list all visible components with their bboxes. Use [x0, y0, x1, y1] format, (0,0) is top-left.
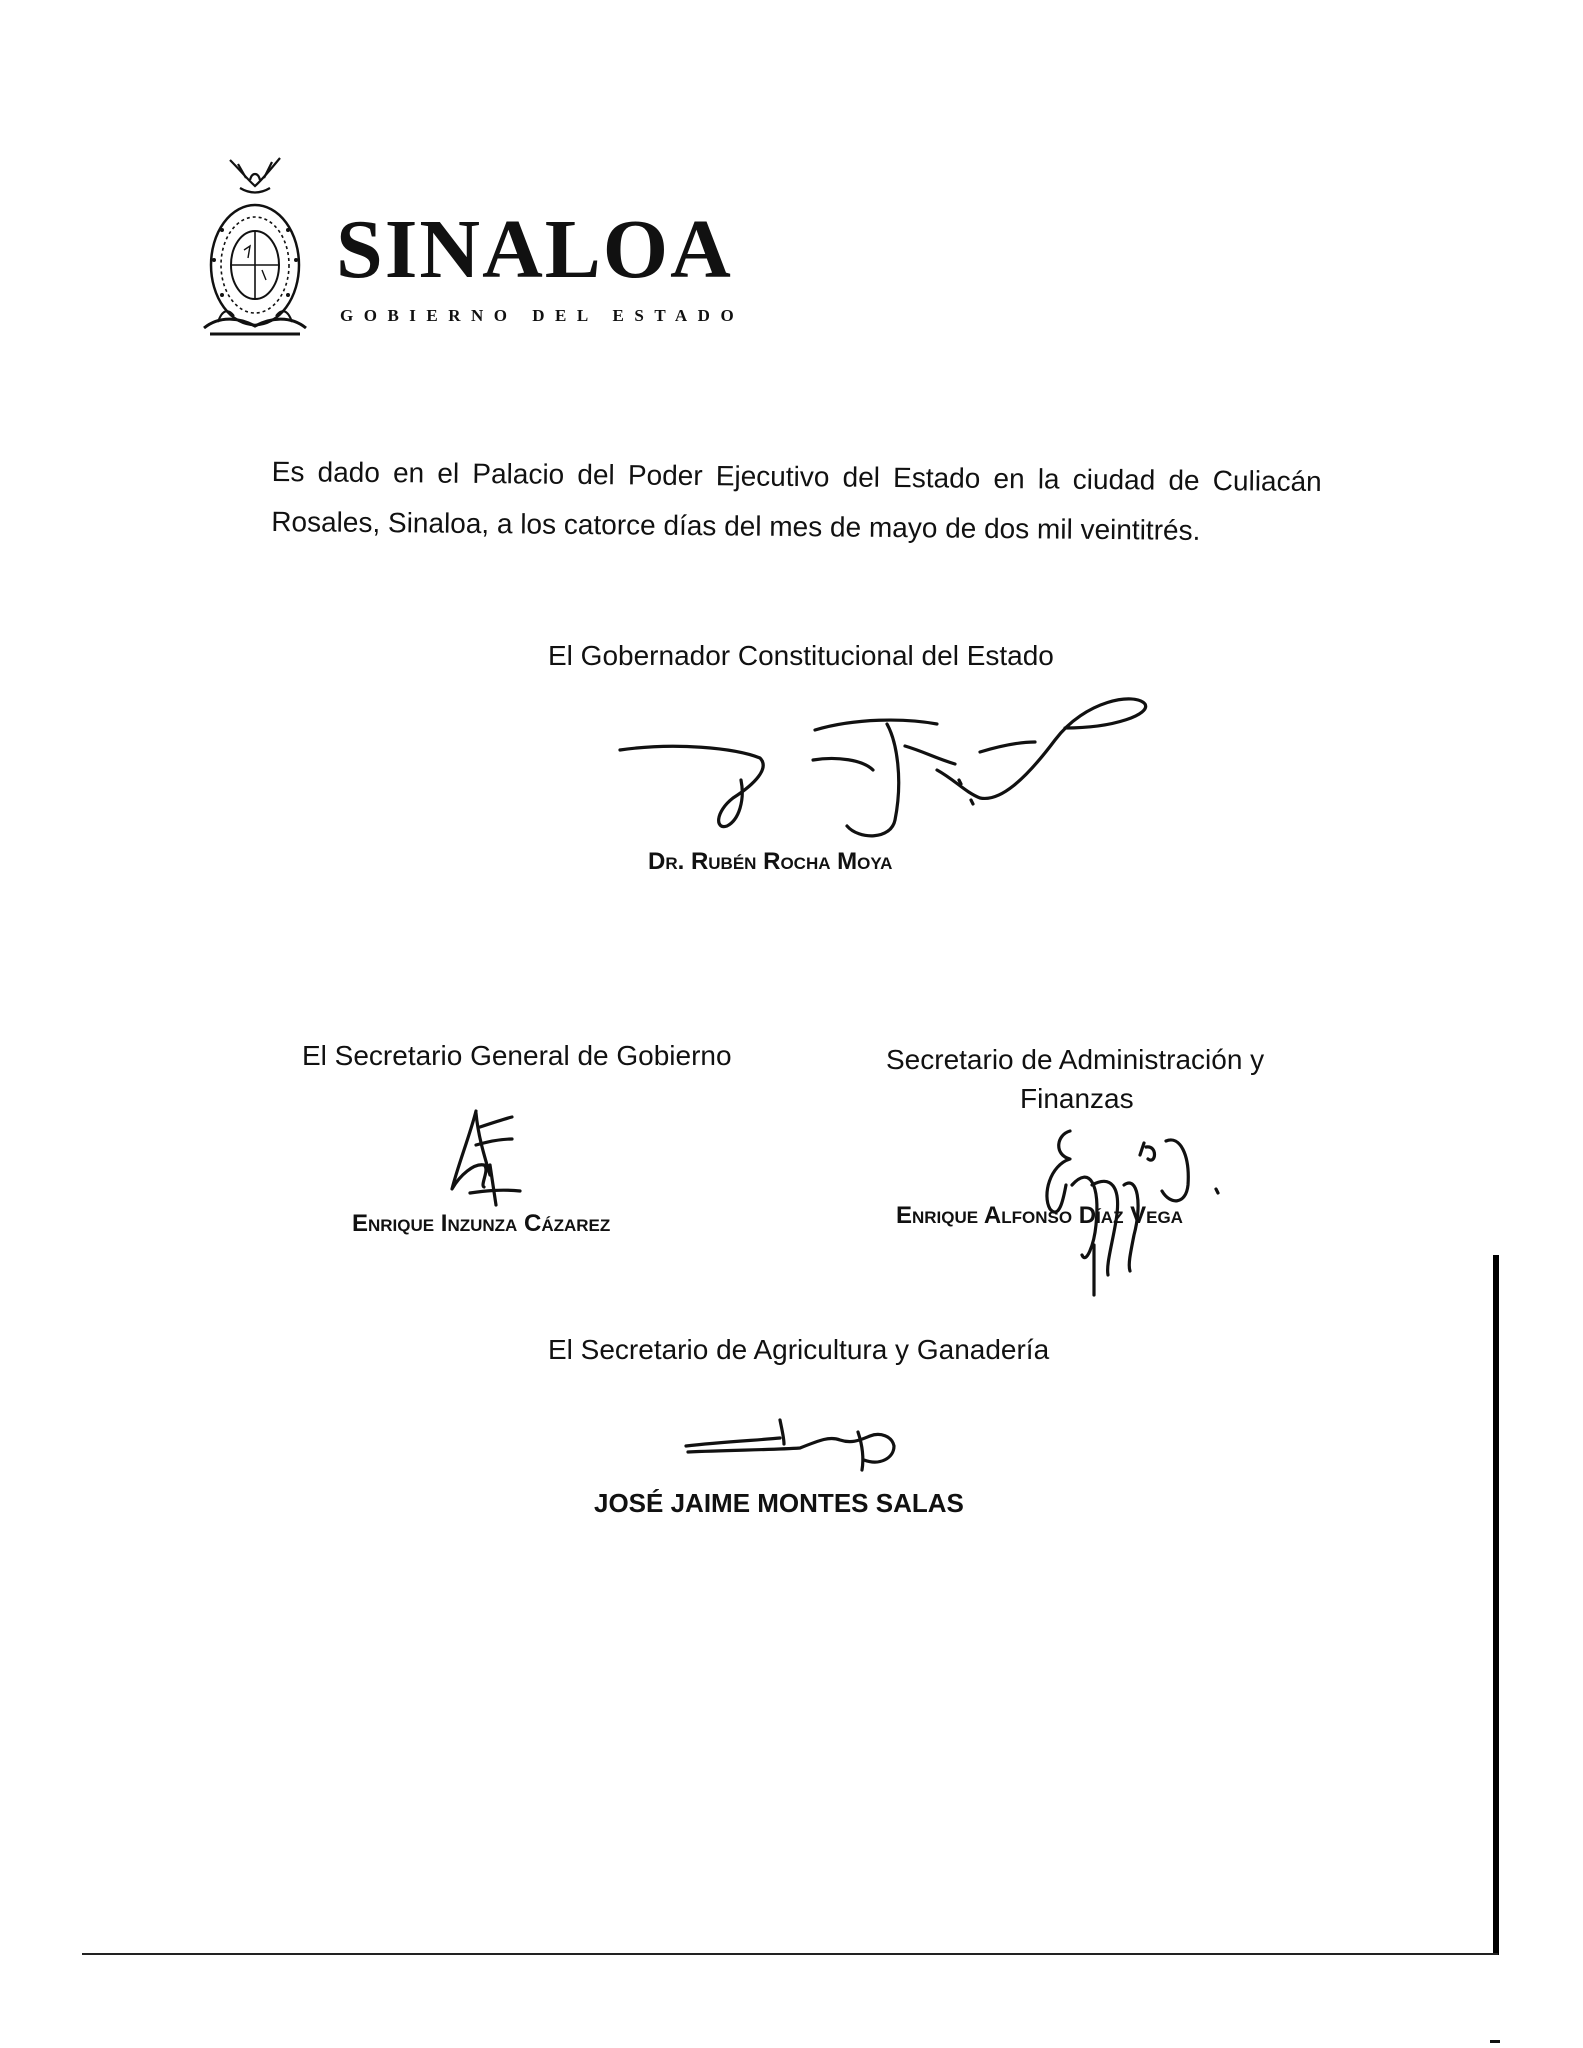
governor-title: El Gobernador Constitucional del Estado [548, 640, 1054, 671]
secretary-agriculture-name: JOSÉ JAIME MONTES SALAS [594, 1488, 964, 1518]
secretary-general-title: El Secretario General de Gobierno [302, 1040, 732, 1071]
body-paragraph: Es dado en el Palacio del Poder Ejecutivo del Estado en la ciudad de Culiacán Rosales, Sinaloa, a los catorce días del mes de mayo de dos mil veintitrés. [271, 455, 1322, 546]
secretary-finance-title-line1: Secretario de Administración y [886, 1044, 1265, 1075]
page-border-bottom [82, 1953, 1498, 1955]
secretary-finance-name: Enrique Alfonso Díaz Vega [896, 1202, 1183, 1229]
secretary-finance-title-line2: Finanzas [1020, 1083, 1134, 1114]
scan-mark [1490, 2040, 1500, 2043]
secretary-general-name: Enrique Inzunza Cázarez [352, 1210, 611, 1237]
secretary-agriculture-title: El Secretario de Agricultura y Ganadería [548, 1334, 1050, 1365]
secretary-agriculture-signature [680, 1410, 940, 1480]
governor-name: Dr. Rubén Rocha Moya [648, 848, 893, 875]
secretary-general-signature [440, 1105, 540, 1205]
brand-name: SINALOA [336, 203, 733, 296]
page-border-right [1493, 1255, 1499, 1955]
coat-of-arms-seal [200, 150, 310, 340]
governor-signature [615, 680, 1155, 860]
brand-subtitle: GOBIERNO DEL ESTADO [340, 306, 745, 325]
